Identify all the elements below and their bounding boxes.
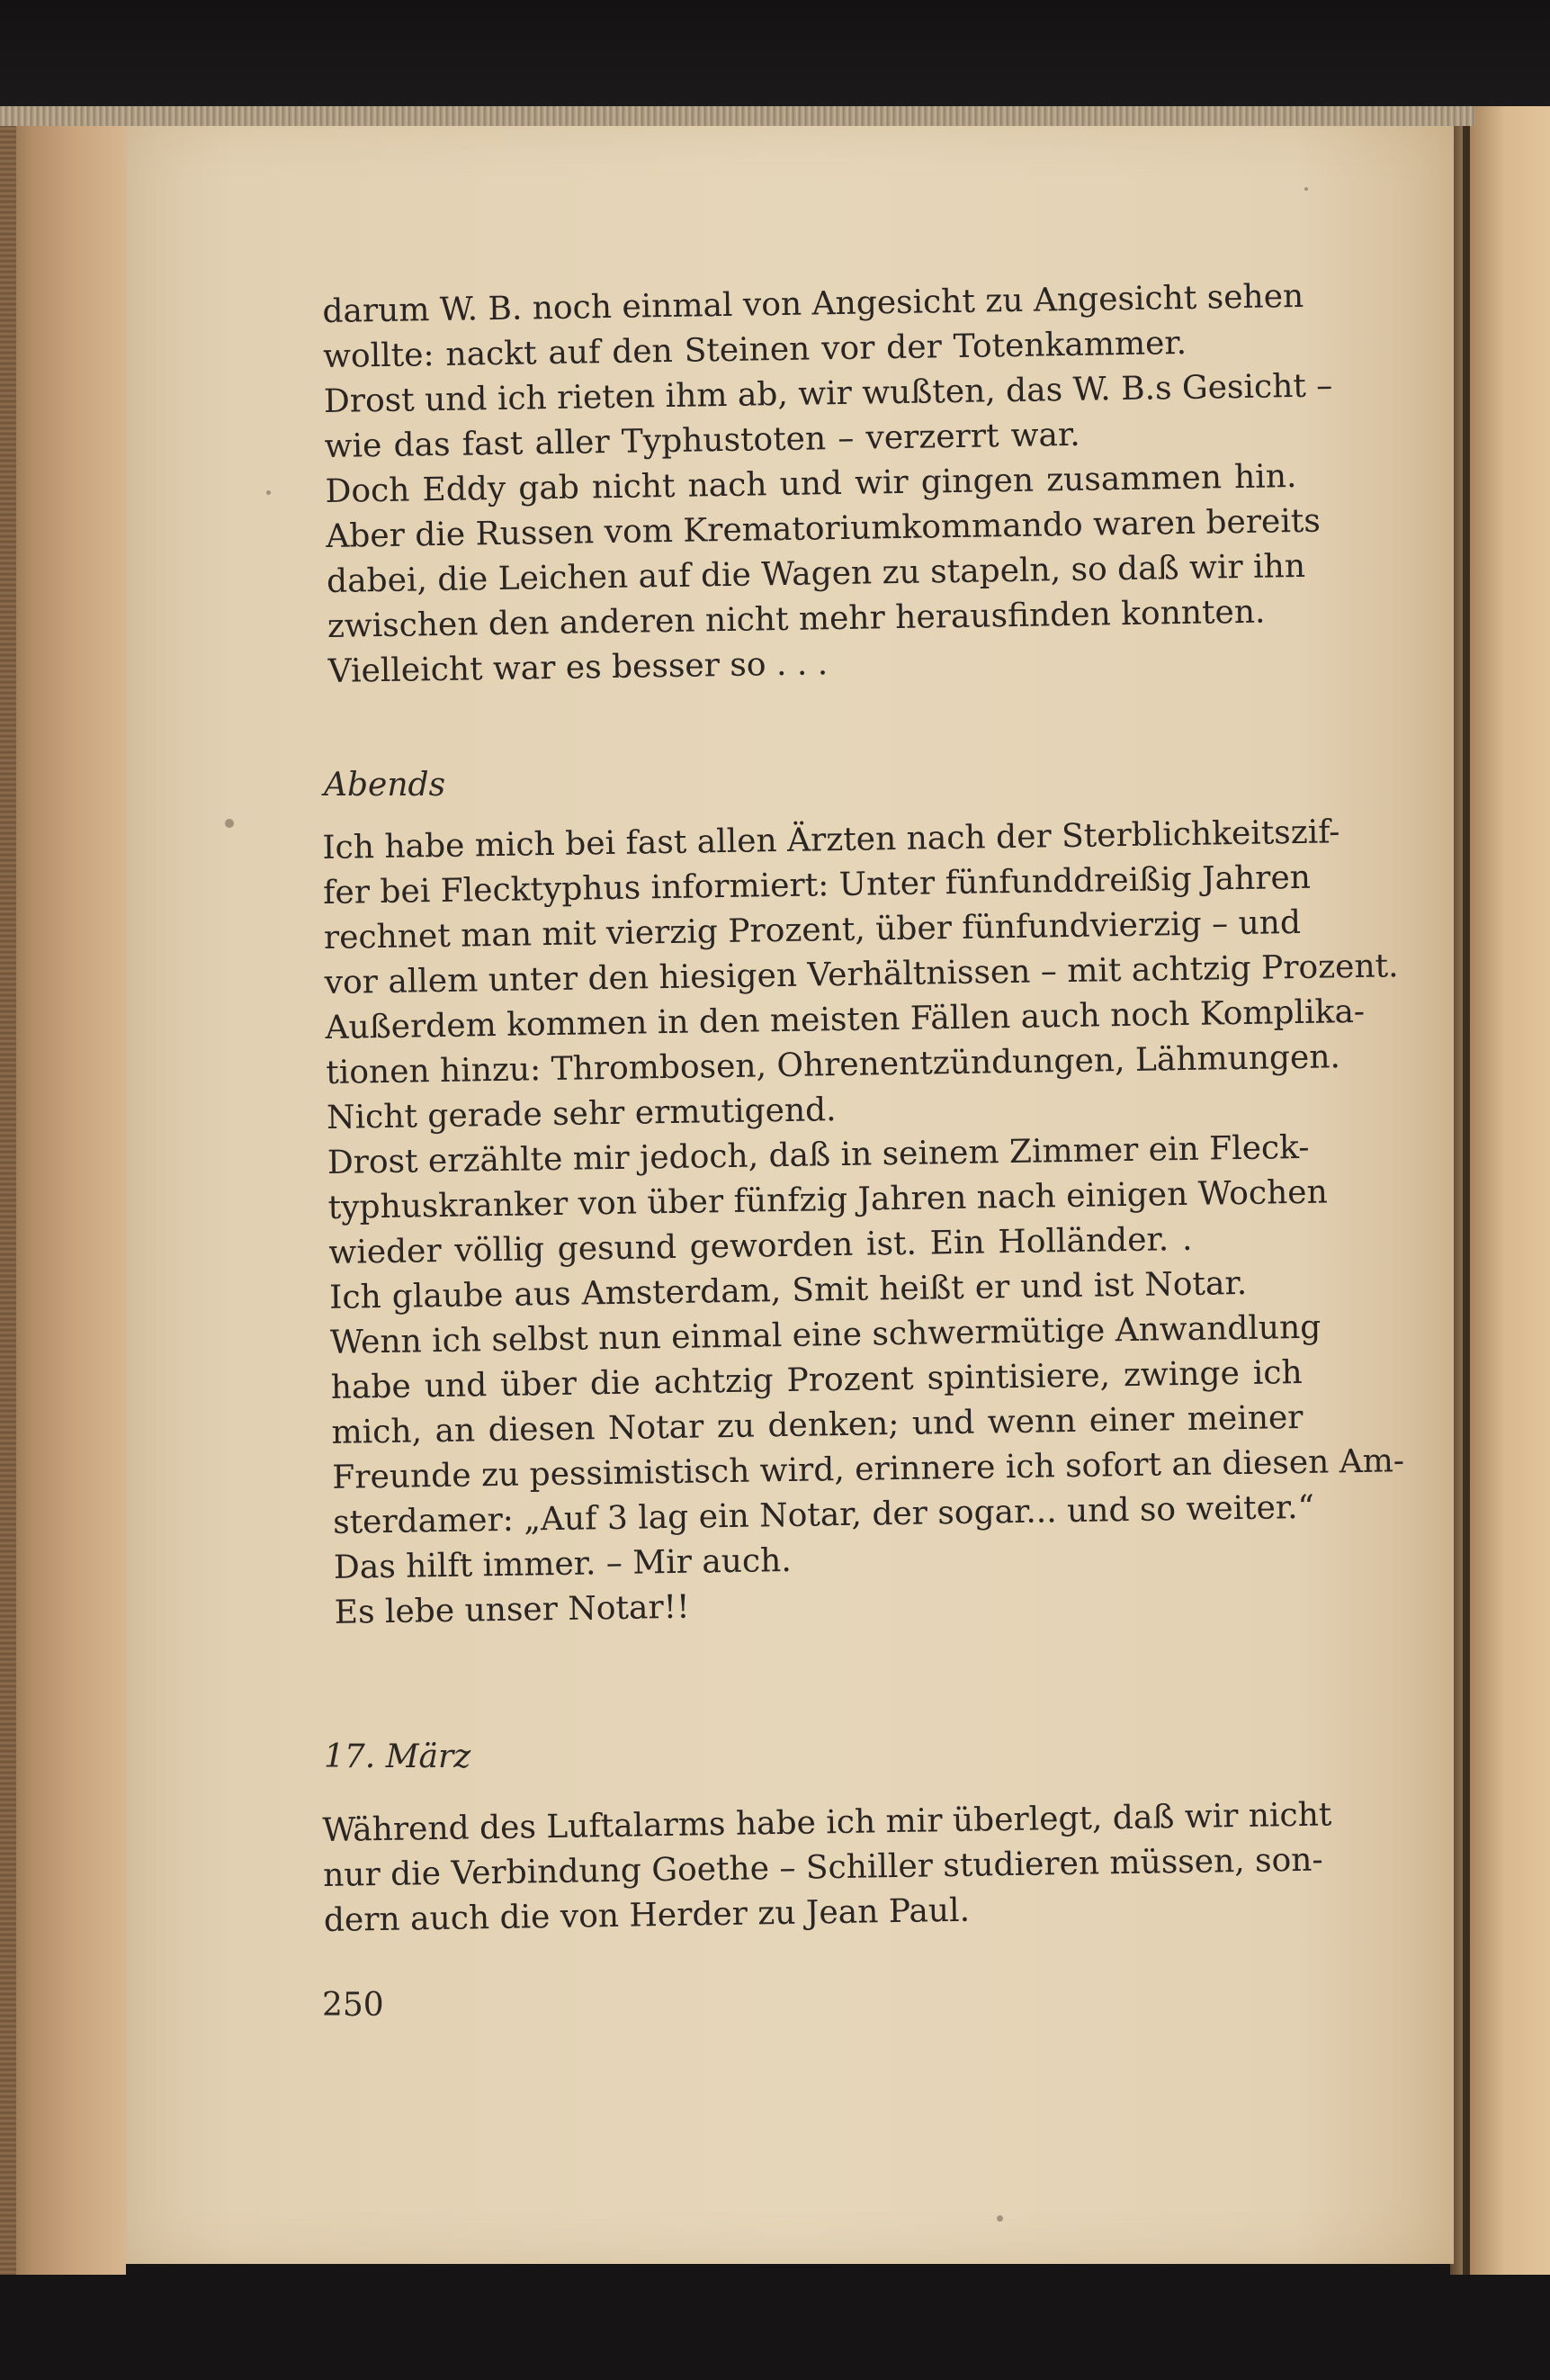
paper-speck bbox=[997, 2215, 1003, 2222]
book-binding-edge bbox=[0, 106, 126, 2275]
text-line: sterdamer: „Auf 3 lag ein Notar, der sogar... und so weiter.“ bbox=[332, 1488, 1315, 1541]
paragraph-luftalarm bbox=[322, 1793, 1332, 1944]
text-line: typhuskranker von über fünfzig Jahren nach einigen Wochen bbox=[327, 1173, 1329, 1226]
page-number: 250 bbox=[322, 1987, 384, 2024]
section-heading-abends: Abends bbox=[324, 767, 446, 804]
text-line: Ich habe mich bei fast allen Ärzten nach der Sterblichkeitszif- bbox=[322, 813, 1340, 867]
page-top-edge bbox=[0, 106, 1475, 126]
paper-speck bbox=[1304, 187, 1308, 191]
paper-speck bbox=[266, 490, 271, 495]
section-heading-date: 17. März bbox=[324, 1738, 471, 1775]
text-line: Vielleicht war es besser so . . . bbox=[327, 645, 829, 690]
text-line: wie das fast aller Typhustoten – verzerrt war. bbox=[324, 416, 1080, 465]
text-line: mich, an diesen Notar zu denken; und wenn einer meiner bbox=[331, 1398, 1304, 1451]
text-line: Drost erzählte mir jedoch, daß in seinem Zimmer ein Fleck- bbox=[327, 1128, 1310, 1181]
text-line: Das hilft immer. – Mir auch. bbox=[333, 1541, 793, 1586]
text-line: habe und über die achtzig Prozent spintisiere, zwinge ich bbox=[330, 1353, 1303, 1406]
text-line: nur die Verbindung Goethe – Schiller studieren müssen, son- bbox=[322, 1841, 1323, 1894]
text-line: Freunde zu pessimistisch wird, erinnere ich sofort an diesen Am- bbox=[332, 1442, 1405, 1496]
text-line: fer bei Flecktyphus informiert: Unter fünfunddreißig Jahren bbox=[322, 858, 1312, 912]
text-line: Ich glaube aus Amsterdam, Smit heißt er und ist Notar. bbox=[328, 1264, 1248, 1316]
scan-background-bottom bbox=[0, 2263, 1550, 2380]
text-line: wieder völlig gesund geworden ist. Ein Holländer. . bbox=[328, 1220, 1193, 1271]
text-line: Außerdem kommen in den meisten Fällen auch noch Komplika- bbox=[325, 992, 1366, 1046]
text-line: rechnet man mit vierzig Prozent, über fünfundvierzig – und bbox=[323, 903, 1302, 956]
text-line: darum W. B. noch einmal von Angesicht zu Angesicht sehen bbox=[322, 277, 1304, 330]
scan-background-top bbox=[0, 0, 1550, 117]
text-line: vor allem unter den hiesigen Verhältnissen – mit achtzig Prozent. bbox=[324, 948, 1399, 1001]
paper-speck bbox=[225, 819, 234, 828]
text-line: tionen hinzu: Thrombosen, Ohrenentzündungen, Lähmungen. bbox=[325, 1038, 1341, 1091]
text-line: Aber die Russen vom Krematoriumkommando waren bereits bbox=[325, 502, 1322, 555]
paragraph-wb bbox=[322, 274, 1333, 695]
facing-page-edge bbox=[1450, 106, 1550, 2275]
text-line: Während des Luftalarms habe ich mir überlegt, daß wir nicht bbox=[322, 1796, 1332, 1849]
paragraph-abends bbox=[322, 811, 1405, 1636]
text-line: Doch Eddy gab nicht nach und wir gingen zusammen hin. bbox=[325, 458, 1297, 510]
text-line: dern auch die von Herder zu Jean Paul. bbox=[323, 1891, 971, 1939]
text-line: wollte: nackt auf den Steinen vor der Totenkammer. bbox=[322, 324, 1187, 375]
text-line: zwischen den anderen nicht mehr herausfinden konnten. bbox=[327, 593, 1266, 645]
text-line: dabei, die Leichen auf die Wagen zu stapeln, so daß wir ihn bbox=[326, 547, 1306, 600]
text-line: Es lebe unser Notar!! bbox=[334, 1588, 690, 1631]
text-line: Nicht gerade sehr ermutigend. bbox=[326, 1091, 837, 1136]
text-line: Wenn ich selbst nun einmal eine schwermütige Anwandlung bbox=[329, 1308, 1322, 1361]
text-line: Drost und ich rieten ihm ab, wir wußten, das W. B.s Gesicht – bbox=[323, 367, 1333, 420]
